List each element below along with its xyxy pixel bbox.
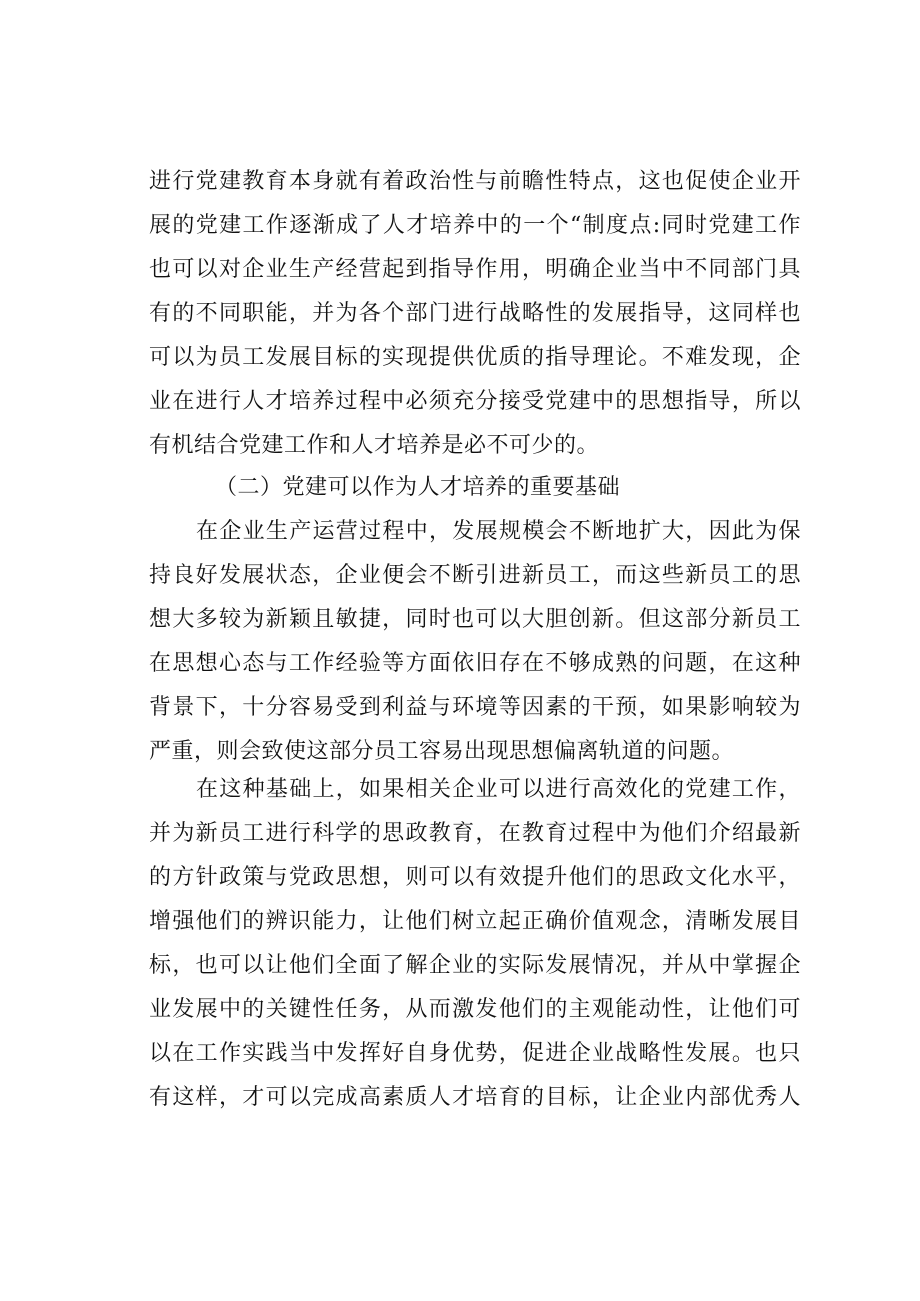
paragraph-line: 也可以对企业生产经营起到指导作用，明确企业当中不同部门具 (149, 257, 801, 282)
paragraph-line: 持良好发展状态，企业便会不断引进新员工，而这些新员工的思 (149, 563, 801, 588)
section-heading: （二）党建可以作为人才培养的重要基础 (215, 475, 621, 500)
paragraph-line: 想大多较为新颖且敏捷，同时也可以大胆创新。但这部分新员工 (149, 607, 801, 632)
paragraph-line: 并为新员工进行科学的思政教育，在教育过程中为他们介绍最新 (149, 821, 801, 846)
paragraph-line: 在思想心态与工作经验等方面依旧存在不够成熟的问题，在这种 (149, 651, 801, 676)
paragraph-line: 标，也可以让他们全面了解企业的实际发展情况，并从中掌握企 (149, 953, 801, 978)
paragraph-line: 可以为员工发展目标的实现提供优质的指导理论。不难发现，企 (149, 345, 801, 370)
paragraph-line: 增强他们的辨识能力，让他们树立起正确价值观念，清晰发展目 (149, 909, 801, 934)
paragraph-line: 业发展中的关键性任务，从而激发他们的主观能动性，让他们可 (149, 997, 801, 1022)
paragraph-line: 以在工作实践当中发挥好自身优势，促进企业战略性发展。也只 (149, 1041, 801, 1066)
paragraph-line: 进行党建教育本身就有着政治性与前瞻性特点，这也促使企业开 (149, 169, 801, 194)
paragraph-line: 展的党建工作逐渐成了人才培养中的一个“制度点:同时党建工作 (149, 213, 801, 238)
paragraph-line: 严重，则会致使这部分员工容易出现思想偏离轨道的问题。 (149, 739, 735, 764)
paragraph-line: 背景下，十分容易受到利益与环境等因素的干预，如果影响较为 (149, 695, 801, 720)
paragraph-line: 业在进行人才培养过程中必须充分接受党建中的思想指导，所以 (149, 389, 801, 414)
paragraph-line: 有的不同职能，并为各个部门进行战略性的发展指导，这同样也 (149, 301, 801, 326)
paragraph-line: 有机结合党建工作和人才培养是必不可少的。 (149, 433, 600, 458)
paragraph-line: 的方针政策与党政思想，则可以有效提升他们的思政文化水平， (149, 865, 801, 890)
paragraph-line: 在这种基础上，如果相关企业可以进行高效化的党建工作， (196, 777, 801, 802)
paragraph-line: 在企业生产运营过程中，发展规模会不断地扩大，因此为保 (196, 519, 801, 544)
paragraph-line: 有这样，才可以完成高素质人才培育的目标，让企业内部优秀人 (149, 1085, 801, 1110)
